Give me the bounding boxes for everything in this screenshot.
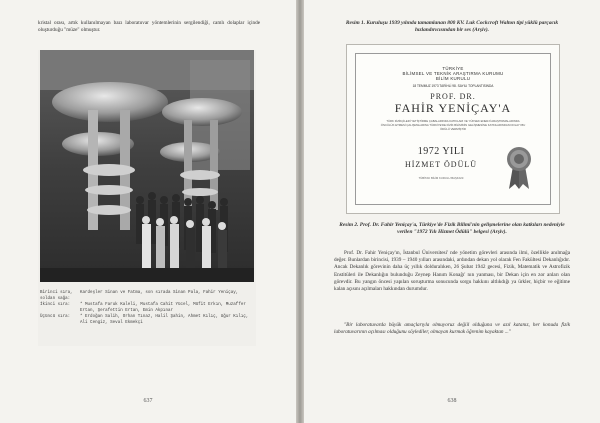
certificate-award-name: HİZMET ÖDÜLÜ bbox=[404, 160, 478, 169]
book-gutter bbox=[296, 0, 304, 423]
caption-key: Üçüncü sıra: bbox=[40, 315, 71, 319]
intro-text: kristal orası, artık kullanılmayan bazı laboratuvar yöntemlerinin sergilendiği, camlı dolaplar içinde oluşturduğu "müze" olmuştur. bbox=[38, 20, 260, 34]
body-paragraph: Prof. Dr. Fahir Yeniçay'ın, İstanbul Üniversitesi' nde yönetim görevleri arasında ilmi, özellikle anılmağa değer. Bunlardan birincisi, 1939 – 1940 yılları arasındaki, ardından dekan yol olarak Fen Fakültesi Dekanlığıdır. Ancak Dekanlık görevinin daha üç yıllık dolduralıken, 26 Şubat 1942 gecesi, Fizik, Matematik ve Astrofizik Enstitüleri ile Dekanlığın bulunduğu Zeynep Hanım Konağı' nın yanması, bir Dekan için en zor anları olan görevdir. Bu yangın öncesi yapılan soruşturma sonucunda sorgu hakkını altlıkdığı ya ürkler, hiçbir ve eğitime kalan açısını açılmaları hakkından durumdur. bbox=[334, 250, 570, 293]
figure-caption-top: Resim 1. Kuruluşu 1939 yılında tamamlanan 800 KV. Luk Cockcroft Walton tipi yüklü parçacık hızlandırıcısından bir ses (Arşiv). bbox=[345, 20, 559, 34]
caption-row bbox=[40, 290, 254, 302]
page-number: 637 bbox=[143, 398, 153, 404]
caption-value: * Erdoğan Salih, Orhan Tınaz, Halil Şahin, Ahmet Kılıç, Uğur Kılıç, Ali Cengiz, Seval Ekmekçi bbox=[80, 315, 249, 325]
caption-row bbox=[40, 302, 254, 314]
certificate-signatory: TÜBİTAK BİLİM KURULU BAŞKANI bbox=[418, 176, 464, 180]
historical-photo-figure bbox=[38, 50, 256, 346]
certificate-org-line: BİLİMSEL VE TEKNİK ARAŞTIRMA KURUMU bbox=[402, 71, 504, 76]
left-page bbox=[0, 0, 296, 423]
caption-value: Kardeşler Sinan ve Fatma, son sırada Sinan Pala, Fahir Yeniçay, bbox=[80, 291, 239, 295]
figure-caption-bottom: Resim 2. Prof. Dr. Fahir Yeniçay'a, Türkiye'de Fizik Bilimi'nin gelişmelerine olan katkıları nedeniyle verilen "1972 Yılı Hizmet Ödülü" belgesi (Arşiv). bbox=[339, 222, 565, 236]
certificate-title-line: PROF. DR. bbox=[430, 92, 476, 101]
caption-key: Birinci sıra, soldan sağa: bbox=[40, 291, 73, 301]
certificate-org-line: TÜRKİYE bbox=[442, 66, 464, 71]
certificate-body-text: TÜRK FİZİKÇİLERİ YETİŞTİRME ÇABALARINDA KATKILARI VE YÜKSEK ENERJİ ARAŞTIRMALARINDA ÖNCÜLÜK ETMESİ ÇALIŞMALARINA TÜRKİYE'DE FİZİK BİLİMİNİN GELİŞMESİNE KATKILARINDAN DOLAYI BU ÖDÜLÜ VERMİŞTİR bbox=[380, 119, 526, 131]
accelerator-lab-photo bbox=[40, 50, 254, 282]
photo-caption bbox=[40, 290, 254, 326]
seal-ribbon-icon bbox=[506, 146, 532, 190]
quote-paragraph: "Bir laboratuvarda büyük amaçlarıyla olmuyoruz değiil olduğuna ve azıl katanız, her konuda fizik laboratuvarının açılması olduğunu söylediler, olmayan kurmak öğrenim kayaktan ..." bbox=[334, 322, 570, 336]
certificate-date-line: 18 TEMMUZ 1973 TARİHLİ 98. SAYILI TOPLANTISINDA bbox=[412, 84, 494, 88]
page-number: 638 bbox=[447, 398, 457, 404]
certificate-recipient-name: FAHİR YENİÇAY'A bbox=[394, 101, 512, 115]
caption-row bbox=[40, 314, 254, 326]
certificate-border bbox=[355, 53, 551, 205]
certificate-year: 1972 YILI bbox=[417, 146, 465, 157]
caption-key: İkinci sıra: bbox=[40, 303, 71, 307]
certificate-org-line: BİLİM KURULU bbox=[435, 76, 471, 81]
right-page bbox=[304, 0, 600, 423]
award-certificate bbox=[346, 44, 560, 214]
caption-value: * Mustafa Faruk Kaleli, Mustafa Cahit Yücel, Müfit Erkın, Muzaffer Ertan, Şerafettin Ertan, Emin Akpınar bbox=[80, 303, 246, 313]
